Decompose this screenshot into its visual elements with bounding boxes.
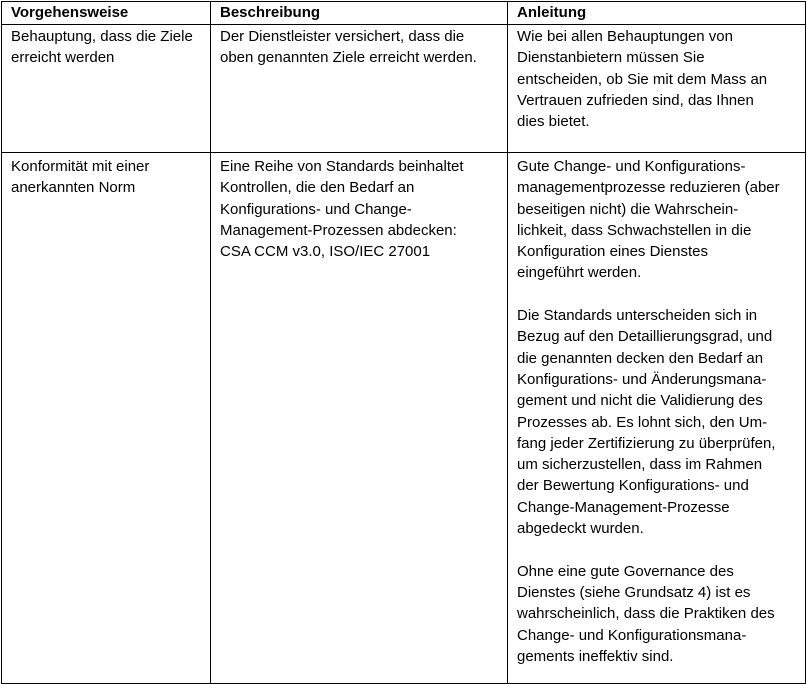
- cell-line: dies bietet.: [517, 113, 590, 131]
- header-description: Beschreibung: [211, 2, 508, 25]
- description-cell: [211, 25, 508, 153]
- cell-line: anerkannten Norm: [11, 179, 136, 197]
- cell-line: Ohne eine gute Governance des: [517, 562, 734, 580]
- cell-line: Dienstes (siehe Grundsatz 4) ist es: [517, 583, 751, 601]
- cell-line: wahrscheinlich, dass die Praktiken des: [517, 605, 775, 623]
- cell-line: lichkeit, dass Schwachstellen in die: [517, 221, 752, 239]
- cell-line: Prozesses ab. Es lohnt sich, den Um-: [517, 413, 768, 431]
- cell-line: erreicht werden: [11, 49, 115, 67]
- table-row: [2, 153, 806, 684]
- cell-line: gements ineffektiv sind.: [517, 647, 674, 665]
- cell-line: Management-Prozessen abdecken:: [220, 221, 457, 239]
- cell-line: abgedeckt wurden.: [517, 520, 644, 538]
- cell-line: Die Standards unterscheiden sich in: [517, 307, 758, 325]
- header-approach: Vorgehensweise: [2, 2, 211, 25]
- approach-cell: [2, 25, 211, 153]
- approaches-table: [1, 1, 806, 684]
- cell-line: Konfigurations- und Änderungsmana-: [517, 370, 767, 388]
- guidance-paragraph: [517, 305, 797, 539]
- cell-line: Wie bei allen Behauptungen von: [517, 28, 733, 45]
- approach-cell: [2, 153, 211, 684]
- cell-line: Eine Reihe von Standards beinhaltet: [220, 158, 464, 175]
- cell-line: entscheiden, ob Sie mit dem Mass an: [517, 70, 768, 88]
- header-row: [2, 2, 806, 25]
- cell-line: Change- und Konfigurationsmana-: [517, 626, 747, 644]
- guidance-paragraph: [517, 156, 797, 284]
- cell-line: Kontrollen, die den Bedarf an: [220, 179, 415, 197]
- description-cell: [211, 153, 508, 684]
- guidance-paragraph: [517, 561, 797, 667]
- cell-line: managementprozesse reduzieren (aber: [517, 179, 780, 197]
- cell-line: Dienstanbietern müssen Sie: [517, 49, 705, 67]
- cell-line: gement und nicht die Validierung des: [517, 392, 763, 410]
- cell-line: Konfiguration eines Dienstes: [517, 243, 708, 261]
- guidance-cell: [508, 153, 806, 684]
- cell-line: Der Dienstleister versichert, dass die: [220, 28, 465, 45]
- cell-line: um sicherzustellen, dass im Rahmen: [517, 456, 763, 474]
- cell-line: die genannten decken den Bedarf an: [517, 349, 764, 367]
- cell-line: Behauptung, dass die Ziele: [11, 28, 193, 45]
- cell-line: CSA CCM v3.0, ISO/IEC 27001: [220, 243, 431, 261]
- cell-line: Konfigurations- und Change-: [220, 200, 412, 218]
- cell-line: Bezug auf den Detaillierungsgrad, und: [517, 328, 773, 346]
- cell-line: eingeführt werden.: [517, 264, 642, 282]
- guidance-paragraph: [517, 26, 797, 132]
- cell-line: Vertrauen zufrieden sind, das Ihnen: [517, 91, 754, 109]
- cell-line: beseitigen nicht) die Wahrschein-: [517, 200, 739, 218]
- header-guidance: Anleitung: [508, 2, 806, 25]
- cell-line: Konformität mit einer: [11, 158, 150, 175]
- table-row: [2, 25, 806, 153]
- cell-line: fang jeder Zertifizierung zu überprüfen,: [517, 434, 776, 452]
- cell-line: Change-Management-Prozesse: [517, 498, 730, 516]
- cell-line: Gute Change- und Konfigurations-: [517, 158, 746, 175]
- cell-line: der Bewertung Konfigurations- und: [517, 477, 749, 495]
- guidance-cell: [508, 25, 806, 153]
- cell-line: oben genannten Ziele erreicht werden.: [220, 49, 477, 67]
